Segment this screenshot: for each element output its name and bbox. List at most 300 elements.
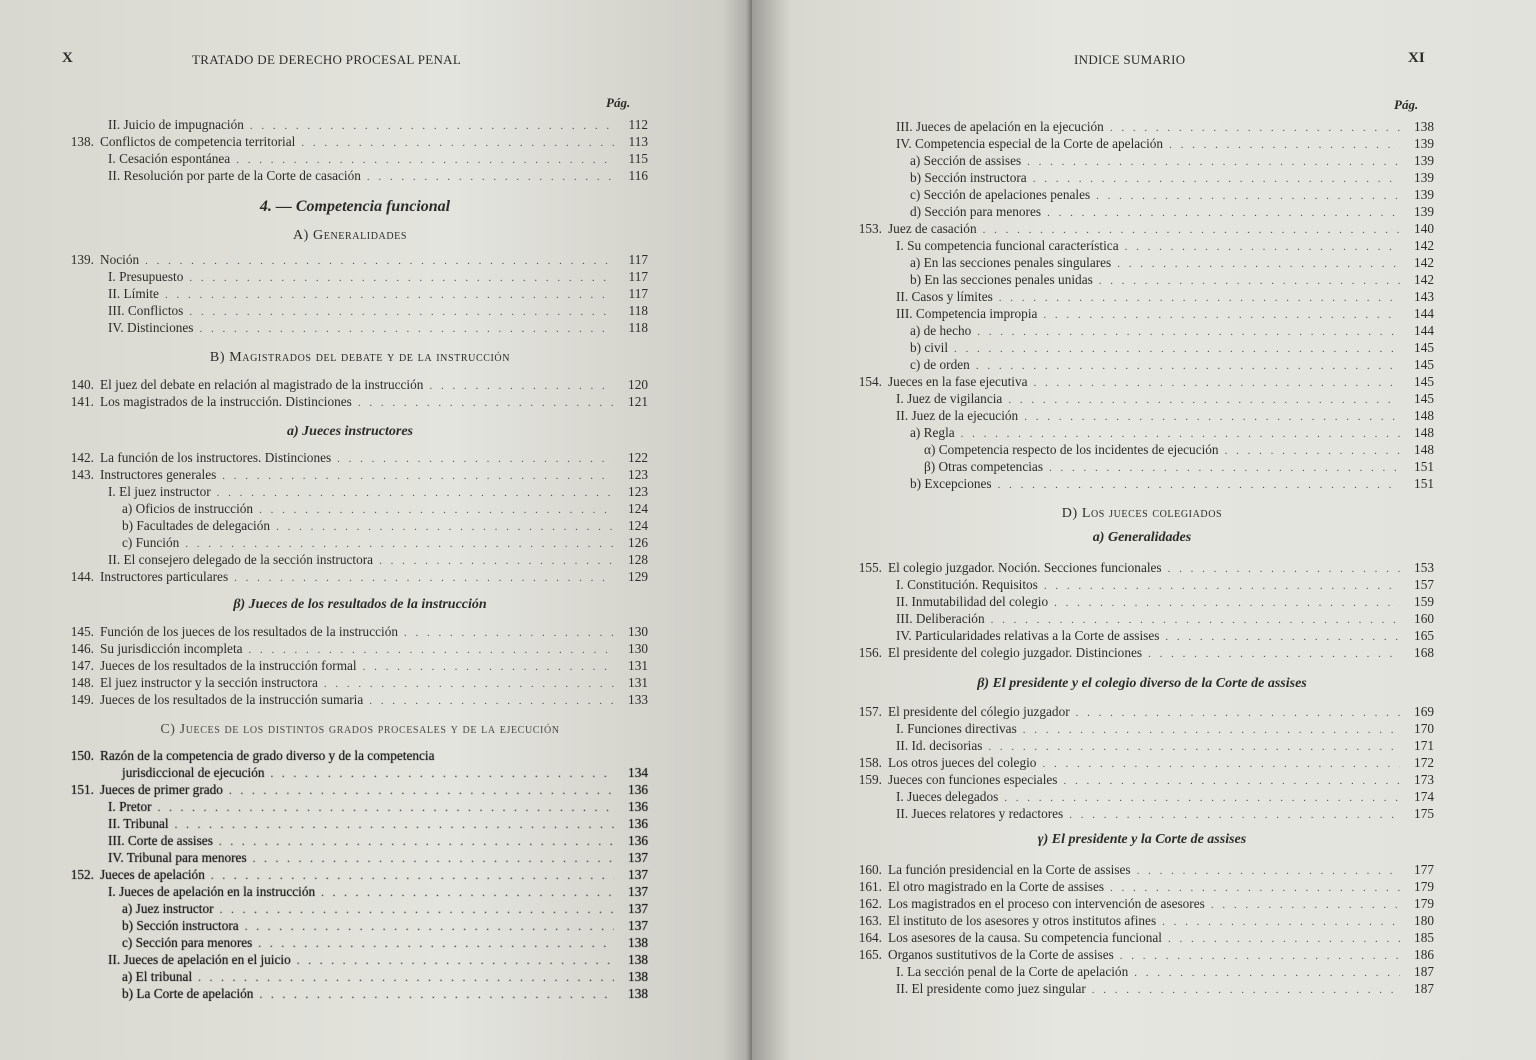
toc-entry-title: Los magistrados en el proceso con intervención de asesores: [888, 896, 1205, 911]
toc-entry-title: I. El juez instructor: [108, 484, 211, 499]
toc-entry-title: II. Juez de la ejecución: [896, 408, 1019, 423]
toc-entry: [56, 918, 648, 935]
toc-entry: [844, 560, 1434, 577]
toc-entry-page: 138: [1414, 119, 1434, 134]
toc-leader-dots: [1034, 377, 1400, 389]
toc-entry-page: 137: [628, 867, 648, 882]
toc-leader-dots: [234, 572, 614, 584]
toc-entry-page: 148: [1414, 425, 1434, 440]
toc-leader-dots: [1024, 411, 1400, 423]
toc-entry-title: II. Casos y límites: [896, 289, 993, 304]
toc-entry-title: b) civil: [910, 340, 949, 355]
toc-entry-number: 157.: [858, 704, 882, 719]
toc-entry-title: IV. Tribunal para menores: [108, 850, 247, 865]
toc-entry-title: El instituto de los asesores y otros institutos afines: [888, 913, 1157, 928]
toc-leader-dots: [1169, 139, 1400, 151]
toc-entry: [844, 704, 1434, 721]
toc-entry: [56, 168, 648, 185]
toc-entry: [56, 377, 648, 394]
toc-entry-page: 130: [628, 624, 648, 639]
toc-entry-title: II. Jueces de apelación en el juicio: [108, 952, 291, 967]
toc-leader-dots: [219, 836, 614, 848]
toc-entry-page: 171: [1414, 738, 1434, 753]
toc-leader-dots: [217, 487, 614, 499]
toc-entry-title: Instructores particulares: [100, 569, 229, 584]
toc-entry-page: 148: [1414, 408, 1434, 423]
toc-entry-title: a) Oficios de instrucción: [122, 501, 254, 516]
toc-leader-dots: [258, 938, 614, 950]
toc-entry-page: 126: [628, 535, 648, 550]
toc-entry-number: 144.: [70, 569, 94, 584]
toc-entry: [844, 425, 1434, 442]
toc-entry: [56, 151, 648, 168]
toc-leader-dots: [367, 171, 614, 183]
toc-entry: [844, 755, 1434, 772]
heading-magistrados: B) Magistrados del debate y de la instrucción: [209, 350, 511, 365]
toc-leader-dots: [1092, 984, 1400, 996]
toc-entry-title: I. Jueces de apelación en la instrucción: [108, 884, 316, 899]
toc-leader-dots: [249, 644, 614, 656]
toc-entry: [56, 867, 648, 884]
right-running-head: INDICE SUMARIO: [1074, 52, 1186, 67]
toc-entry: [844, 577, 1434, 594]
toc-entry-number: 148.: [70, 675, 94, 690]
toc-leader-dots: [253, 853, 614, 865]
toc-leader-dots: [1044, 580, 1400, 592]
toc-entry-page: 134: [628, 765, 648, 780]
toc-entry-number: 138.: [70, 134, 94, 149]
toc-entry-page: 139: [1414, 204, 1434, 219]
toc-entry: [844, 255, 1434, 272]
toc-entry-title: a) Regla: [910, 425, 955, 440]
toc-entry-number: 140.: [70, 377, 94, 392]
toc-entry-title: Los magistrados de la instrucción. Distinciones: [100, 394, 352, 409]
toc-entry-page: 131: [628, 675, 648, 690]
toc-entry-page: 130: [628, 641, 648, 656]
toc-entry-title: III. Corte de assises: [108, 833, 213, 848]
toc-entry-title: IV. Competencia especial de la Corte de apelación: [896, 136, 1164, 151]
heading-grados-procesales: C) Jueces de los distintos grados procesales y de la ejecución: [160, 722, 560, 737]
toc-entry-title: Instructores generales: [100, 467, 217, 482]
toc-entry-title: El juez instructor y la sección instructora: [100, 675, 318, 690]
toc-entry: [56, 748, 648, 765]
toc-leader-dots: [211, 870, 614, 882]
toc-leader-dots: [999, 292, 1400, 304]
toc-entry-page: 144: [1414, 323, 1434, 338]
toc-entry-page: 187: [1414, 964, 1434, 979]
toc-entry: [56, 501, 648, 518]
toc-entry: [56, 884, 648, 901]
toc-leader-dots: [259, 504, 614, 516]
toc-entry: [844, 340, 1434, 357]
toc-entry-title: El colegio juzgador. Noción. Secciones funcionales: [888, 560, 1162, 575]
toc-entry: [844, 947, 1434, 964]
toc-leader-dots: [276, 521, 614, 533]
toc-entry-page: 138: [628, 969, 648, 984]
toc-entry-number: 158.: [858, 755, 882, 770]
toc-leader-dots: [337, 453, 614, 465]
toc-entry-page: 124: [628, 501, 648, 516]
toc-entry: [844, 879, 1434, 896]
toc-entry-title: III. Competencia impropia: [896, 306, 1038, 321]
toc-entry: [56, 901, 648, 918]
toc-leader-dots: [998, 479, 1400, 491]
toc-entry: [844, 896, 1434, 913]
toc-entry-title: III. Deliberación: [896, 611, 985, 626]
toc-entry-number: 152.: [70, 867, 94, 882]
toc-entry-number: 164.: [858, 930, 882, 945]
toc-leader-dots: [1125, 241, 1400, 253]
toc-leader-dots: [954, 343, 1400, 355]
heading-presidente-colegio: β) El presidente y el colegio diverso de la Corte de assises: [977, 676, 1307, 691]
toc-entry: [56, 303, 648, 320]
toc-leader-dots: [1042, 758, 1400, 770]
toc-entry-page: 142: [1414, 238, 1434, 253]
toc-leader-dots: [198, 972, 614, 984]
toc-entry-page: 187: [1414, 981, 1434, 996]
toc-leader-dots: [1225, 445, 1400, 457]
toc-entry-title: II. Juicio de impugnación: [108, 117, 244, 132]
toc-entry-title: II. Jueces relatores y redactores: [896, 806, 1064, 821]
toc-leader-dots: [189, 306, 614, 318]
toc-entry-title: b) En las secciones penales unidas: [910, 272, 1093, 287]
toc-leader-dots: [165, 289, 614, 301]
toc-entry: [844, 391, 1434, 408]
toc-entry-title: b) Facultades de delegación: [122, 518, 271, 533]
toc-entry-page: 145: [1414, 357, 1434, 372]
toc-leader-dots: [1148, 648, 1400, 660]
toc-entry: [844, 408, 1434, 425]
toc-entry: [844, 306, 1434, 323]
toc-entry: [56, 935, 648, 952]
toc-entry-title: I. Jueces delegados: [896, 789, 999, 804]
toc-entry-title: a) Sección de assises: [910, 153, 1022, 168]
toc-entry: [56, 782, 648, 799]
toc-leader-dots: [245, 921, 614, 933]
toc-entry-title: b) Excepciones: [910, 476, 992, 491]
heading-generalidades-colegiados: a) Generalidades: [1092, 530, 1192, 545]
toc-entry-title: III. Conflictos: [108, 303, 184, 318]
toc-entry-title: Conflictos de competencia territorial: [100, 134, 296, 149]
toc-entry-page: 128: [628, 552, 648, 567]
toc-entry: [56, 252, 648, 269]
heading-jueces-resultados: β) Jueces de los resultados de la instrucción: [233, 597, 487, 612]
toc-entry: [56, 850, 648, 867]
toc-leader-dots: [185, 538, 614, 550]
toc-entry-title: II. Inmutabilidad del colegio: [896, 594, 1049, 609]
toc-entry: [56, 552, 648, 569]
toc-entry-page: 121: [628, 394, 648, 409]
toc-entry-title: Su jurisdicción incompleta: [100, 641, 243, 656]
toc-leader-dots: [1047, 207, 1400, 219]
toc-entry-title: Los otros jueces del colegio: [888, 755, 1037, 770]
toc-entry-title: a) Juez instructor: [122, 901, 214, 916]
toc-entry-number: 146.: [70, 641, 94, 656]
toc-leader-dots: [189, 272, 614, 284]
toc-leader-dots: [175, 819, 614, 831]
toc-entry: [844, 272, 1434, 289]
toc-entry: [56, 641, 648, 658]
toc-leader-dots: [1049, 462, 1400, 474]
toc-entry-title: II. Id. decisorias: [896, 738, 983, 753]
toc-entry: [844, 374, 1434, 391]
toc-leader-dots: [259, 989, 614, 1001]
toc-entry: [56, 535, 648, 552]
toc-entry: [56, 799, 648, 816]
toc-entry-title: c) Función: [122, 535, 180, 550]
toc-entry-page: 137: [628, 901, 648, 916]
toc-entry-page: 186: [1414, 947, 1434, 962]
toc-leader-dots: [988, 741, 1400, 753]
toc-leader-dots: [1134, 967, 1400, 979]
toc-entry-page: 153: [1414, 560, 1434, 575]
toc-entry-title: I. La sección penal de la Corte de apelación: [896, 964, 1129, 979]
toc-entry-number: 165.: [858, 947, 882, 962]
toc-entry: [56, 484, 648, 501]
toc-entry-title: Función de los jueces de los resultados de la instrucción: [100, 624, 399, 639]
toc-leader-dots: [1043, 309, 1400, 321]
toc-entry-title: Jueces con funciones especiales: [888, 772, 1058, 787]
toc-entry-page: 145: [1414, 391, 1434, 406]
toc-leader-dots: [1165, 631, 1400, 643]
toc-entry: [56, 450, 648, 467]
toc-entry: [56, 394, 648, 411]
toc-entry-page: 120: [628, 377, 648, 392]
toc-leader-dots: [1162, 916, 1400, 928]
toc-entry-page: 142: [1414, 255, 1434, 270]
toc-entry: [844, 611, 1434, 628]
toc-entry: [844, 153, 1434, 170]
left-folio: X: [62, 50, 73, 66]
toc-entry: [56, 675, 648, 692]
right-folio: XI: [1408, 50, 1425, 66]
toc-entry-page: 170: [1414, 721, 1434, 736]
toc-entry-page: 131: [628, 658, 648, 673]
toc-entry: [844, 289, 1434, 306]
toc-entry-number: 161.: [858, 879, 882, 894]
toc-entry-page: 139: [1414, 136, 1434, 151]
toc-entry-title: b) Sección instructora: [122, 918, 239, 933]
toc-entry-title: Jueces en la fase ejecutiva: [888, 374, 1028, 389]
toc-entry: [844, 594, 1434, 611]
toc-entry-page: 177: [1414, 862, 1434, 877]
toc-leader-dots: [301, 137, 614, 149]
toc-entry-number: 154.: [858, 374, 882, 389]
toc-entry-page: 123: [628, 484, 648, 499]
toc-entry-title: I. Pretor: [108, 799, 152, 814]
toc-entry-number: 149.: [70, 692, 94, 707]
toc-entry-page: 172: [1414, 755, 1434, 770]
toc-entry-number: 145.: [70, 624, 94, 639]
toc-entry: [56, 320, 648, 337]
toc-leader-dots: [199, 323, 614, 335]
toc-entry: [844, 221, 1434, 238]
toc-leader-dots: [977, 326, 1400, 338]
toc-entry-title: Juez de casación: [888, 221, 977, 236]
toc-entry-page: 145: [1414, 340, 1434, 355]
toc-entry: [844, 738, 1434, 755]
toc-entry-title: El juez del debate en relación al magistrado de la instrucción: [100, 377, 424, 392]
toc-entry: [56, 269, 648, 286]
toc-leader-dots: [1120, 950, 1400, 962]
toc-entry-page: 116: [628, 168, 648, 183]
toc-entry-number: 141.: [70, 394, 94, 409]
toc-entry: [844, 204, 1434, 221]
toc-entry-page: 124: [628, 518, 648, 533]
toc-entry-number: 156.: [858, 645, 882, 660]
toc-leader-dots: [1110, 122, 1400, 134]
toc-leader-dots: [961, 428, 1400, 440]
toc-entry-page: 137: [628, 884, 648, 899]
toc-leader-dots: [369, 695, 614, 707]
toc-entry: [844, 645, 1434, 662]
heading-competencia-funcional: 4. — Competencia funcional: [259, 198, 451, 215]
toc-entry-title: I. Constitución. Requisitos: [896, 577, 1038, 592]
toc-entry-page: 140: [1414, 221, 1434, 236]
toc-leader-dots: [991, 614, 1400, 626]
toc-entry-page: 160: [1414, 611, 1434, 626]
toc-leader-dots: [1054, 597, 1400, 609]
toc-entry-title: El presidente del cólegio juzgador: [888, 704, 1070, 719]
toc-entry-page: 151: [1414, 459, 1434, 474]
toc-leader-dots: [1063, 775, 1400, 787]
toc-entry: [844, 930, 1434, 947]
toc-entry-page: 168: [1414, 645, 1434, 660]
toc-leader-dots: [1168, 563, 1400, 575]
toc-entry-title: c) de orden: [910, 357, 970, 372]
toc-entry-title: b) Sección instructora: [910, 170, 1027, 185]
toc-entry-title: Noción: [100, 252, 140, 267]
toc-entry-page: 169: [1414, 704, 1434, 719]
toc-leader-dots: [1027, 156, 1400, 168]
toc-entry-title: d) Sección para menores: [910, 204, 1042, 219]
toc-entry-page: 112: [628, 117, 648, 132]
toc-leader-dots: [1110, 882, 1400, 894]
toc-entry-title: IV. Particularidades relativas a la Corte de assises: [896, 628, 1160, 643]
toc-entry-page: 113: [628, 134, 648, 149]
right-page: [752, 0, 1536, 1060]
toc-entry-title: II. Tribunal: [108, 816, 169, 831]
toc-entry-page: 118: [628, 320, 648, 335]
toc-entry: [56, 986, 648, 1003]
toc-leader-dots: [1033, 173, 1400, 185]
toc-leader-dots: [321, 887, 614, 899]
toc-entry-number: 150.: [70, 748, 94, 763]
toc-entry: [844, 357, 1434, 374]
toc-entry-page: 179: [1414, 879, 1434, 894]
toc-entry-page: 117: [628, 252, 648, 267]
heading-generalidades: A) Generalidades: [292, 228, 408, 243]
toc-entry-page: 139: [1414, 187, 1434, 202]
toc-entry: [844, 981, 1434, 998]
toc-entry-page: 157: [1414, 577, 1434, 592]
toc-entry: [56, 658, 648, 675]
toc-entry: [56, 969, 648, 986]
toc-entry-page: 136: [628, 833, 648, 848]
toc-entry-page: 118: [628, 303, 648, 318]
left-running-head: TRATADO DE DERECHO PROCESAL PENAL: [192, 52, 462, 67]
toc-entry-number: 147.: [70, 658, 94, 673]
toc-entry-page: 151: [1414, 476, 1434, 491]
toc-entry-number: 163.: [858, 913, 882, 928]
toc-entry: [844, 323, 1434, 340]
toc-leader-dots: [158, 802, 614, 814]
toc-entry-title: b) La Corte de apelación: [122, 986, 254, 1001]
toc-entry-title: β) Otras competencias: [924, 459, 1044, 474]
toc-entry-title: II. El consejero delegado de la sección instructora: [108, 552, 374, 567]
toc-entry-title: II. El presidente como juez singular: [896, 981, 1086, 996]
toc-entry-title: I. Funciones directivas: [896, 721, 1017, 736]
toc-entry-page: 122: [628, 450, 648, 465]
toc-entry-page: 143: [1414, 289, 1434, 304]
toc-entry-page: 173: [1414, 772, 1434, 787]
toc-entry-page: 138: [628, 935, 648, 950]
left-pag-label: Pág.: [606, 95, 631, 110]
toc-entry-page: 139: [1414, 170, 1434, 185]
toc-entry-page: 136: [628, 799, 648, 814]
toc-leader-dots: [1076, 707, 1400, 719]
toc-entry-page: 136: [628, 782, 648, 797]
toc-entry: [56, 286, 648, 303]
toc-leader-dots: [1168, 933, 1400, 945]
toc-entry-number: 155.: [858, 560, 882, 575]
toc-entry-number: 143.: [70, 467, 94, 482]
toc-entry: [844, 964, 1434, 981]
toc-entry: [56, 692, 648, 709]
toc-entry-title: La función presidencial en la Corte de assises: [888, 862, 1131, 877]
toc-entry: [844, 789, 1434, 806]
toc-entry: [844, 459, 1434, 476]
toc-entry: [844, 119, 1434, 136]
toc-leader-dots: [271, 768, 614, 780]
toc-entry-page: 148: [1414, 442, 1434, 457]
toc-entry-title: III. Jueces de apelación en la ejecución: [896, 119, 1104, 134]
toc-entry-title: I. Su competencia funcional característica: [896, 238, 1119, 253]
toc-entry: [844, 721, 1434, 738]
toc-entry: [844, 187, 1434, 204]
right-pag-label: Pág.: [1394, 97, 1419, 112]
toc-entry: [844, 628, 1434, 645]
toc-leader-dots: [297, 955, 614, 967]
toc-entry-page: 138: [628, 986, 648, 1001]
toc-leader-dots: [1117, 258, 1400, 270]
toc-leader-dots: [976, 360, 1400, 372]
toc-entry-page: 123: [628, 467, 648, 482]
toc-entry: [56, 816, 648, 833]
toc-entry-title: El presidente del colegio juzgador. Distinciones: [888, 645, 1143, 660]
toc-leader-dots: [1004, 792, 1400, 804]
toc-entry: [844, 476, 1434, 493]
toc-entry: [844, 136, 1434, 153]
toc-entry-page: 137: [628, 918, 648, 933]
toc-entry-page: 185: [1414, 930, 1434, 945]
toc-entry: [56, 569, 648, 586]
toc-leader-dots: [1008, 394, 1400, 406]
toc-entry: [844, 862, 1434, 879]
toc-entry-page: 136: [628, 816, 648, 831]
toc-entry-page: 138: [628, 952, 648, 967]
toc-entry: [56, 952, 648, 969]
toc-entry-title: El otro magistrado en la Corte de assises: [888, 879, 1105, 894]
toc-leader-dots: [220, 904, 614, 916]
toc-entry-title: Jueces de los resultados de la instrucción formal: [100, 658, 357, 673]
toc-entry-title: a) El tribunal: [122, 969, 193, 984]
toc-entry: [844, 170, 1434, 187]
toc-entry-title: I. Juez de vigilancia: [896, 391, 1003, 406]
toc-entry-number: 139.: [70, 252, 94, 267]
toc-entry-page: 180: [1414, 913, 1434, 928]
toc-entry: [56, 518, 648, 535]
